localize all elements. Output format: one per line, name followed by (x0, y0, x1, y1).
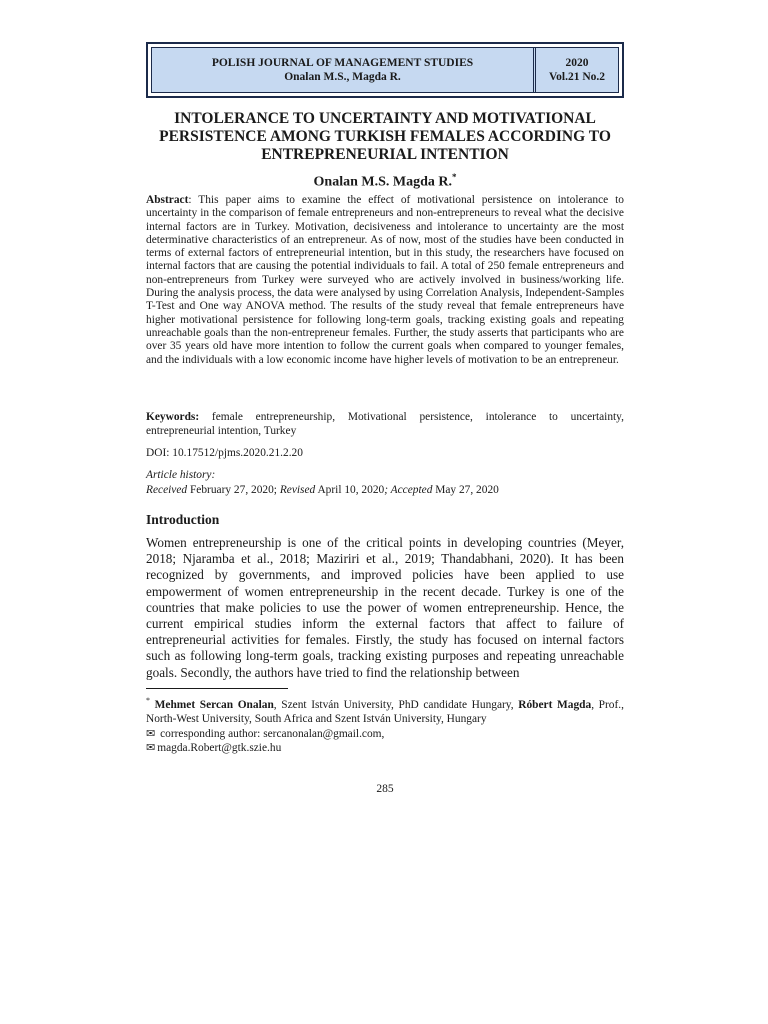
envelope-icon: ✉ (146, 727, 156, 740)
journal-name: POLISH JOURNAL OF MANAGEMENT STUDIES (211, 57, 474, 69)
journal-year: 2020 (565, 57, 589, 69)
article-history (146, 468, 624, 498)
paper-title: INTOLERANCE TO UNCERTAINTY AND MOTIVATIONAL PERSISTENCE AMONG TURKISH FEMALES ACCORDING TO ENTREPRENEURIAL INTENTION (159, 110, 611, 163)
doi: DOI: 10.17512/pjms.2020.21.2.20 (146, 447, 303, 459)
revised-date: April 10, 2020 (315, 484, 385, 496)
footnote-affil2: , Prof., North-West University, South Africa and Szent István University, Hungary (146, 698, 624, 726)
abstract (146, 194, 624, 367)
footnote-author2: Róbert Magda (518, 698, 592, 711)
keywords (146, 410, 624, 438)
journal-header-inner (151, 47, 619, 93)
footnote-affil1: , Szent István University, PhD candidate Hungary, (273, 698, 519, 711)
history-label: Article history: (146, 469, 216, 481)
received-date: February 27, 2020; (187, 484, 280, 496)
accepted-label: ; Accepted (384, 484, 433, 496)
journal-volume: Vol.21 No.2 (548, 71, 606, 83)
author-names: Onalan M.S. Magda R. (313, 174, 452, 190)
abstract-text: : This paper aims to examine the effect of motivational persistence on intolerance to uncertainty in the comparison of female entrepreneurs and non-entrepreneurs to reveal what the decisive internal factors are in Turkey. Motivation, decisiveness and intolerance to uncertainty are the most determinative characteristics of an entrepreneur. As of now, most of the studies have been conducted in terms of external factors of entrepreneurial intention, but in this study, the researchers have focused on internal factors that are causing the potential individuals to fail. A total of 250 female entrepreneurs and non-entrepreneurs from Turkey were surveyed who are actively involved in business/working life. During the analysis process, the data were analysed by using Correlation Analysis, Independent-Samples T-Test and One way ANOVA method. The results of the study reveal that female entrepreneurs have higher motivational persistence for following long-term goals, tracking existing goals and repeating unreachable goals than the non-entrepreneur females. Further, the study asserts that participants who are over 35 years old have more intention to follow the current goals when compared to younger females, and the individuals with a low economic income have higher levels of motivation to be an entrepreneur. (146, 194, 624, 366)
keywords-label: Keywords: (146, 411, 200, 423)
footnote-email1[interactable]: corresponding author: sercanonalan@gmail.com, (157, 727, 385, 740)
footnote-email2[interactable]: magda.Robert@gtk.szie.hu (157, 742, 282, 755)
envelope-icon: ✉ (146, 742, 156, 755)
page-number: 285 (376, 783, 394, 795)
accepted-date: May 27, 2020 (432, 484, 499, 496)
footnote-author1: Mehmet Sercan Onalan (154, 698, 274, 711)
introduction-heading: Introduction (146, 512, 220, 527)
revised-label: Revised (279, 484, 316, 496)
header-authors: Onalan M.S., Magda R. (284, 71, 401, 83)
footnote (146, 694, 624, 756)
journal-header (146, 42, 624, 98)
footnote-mark: * (146, 696, 150, 705)
abstract-label: Abstract (146, 194, 189, 206)
author-footnote-mark: * (451, 172, 457, 182)
footnote-divider (146, 688, 288, 689)
paper-authors (146, 172, 624, 191)
received-label: Received (146, 484, 188, 496)
introduction-text: Women entrepreneurship is one of the critical points in developing countries (Meyer, 2018; Njaramba et al., 2018; Maziriri et al., 2019; Thandabhani, 2020). It has been recognized by governments, and improved policies have been applied to use empowerment of women entrepreneurship in the recent decade. Turkey is one of the countries that make policies to use the power of women entrepreneurship. Hence, the current empirical studies inform the external factors that affect to failure of entrepreneurial activities for females. Firstly, the study has focused on internal factors such as following long-term goals, tracking existing purposes and repeating unreachable goals. Secondly, the authors have tried to find the relationship between (146, 535, 624, 680)
journal-header-left (152, 48, 536, 92)
keywords-text: female entrepreneurship, Motivational persistence, intolerance to uncertainty, entrepreneurial intention, Turkey (146, 411, 624, 437)
journal-header-right (536, 48, 618, 92)
